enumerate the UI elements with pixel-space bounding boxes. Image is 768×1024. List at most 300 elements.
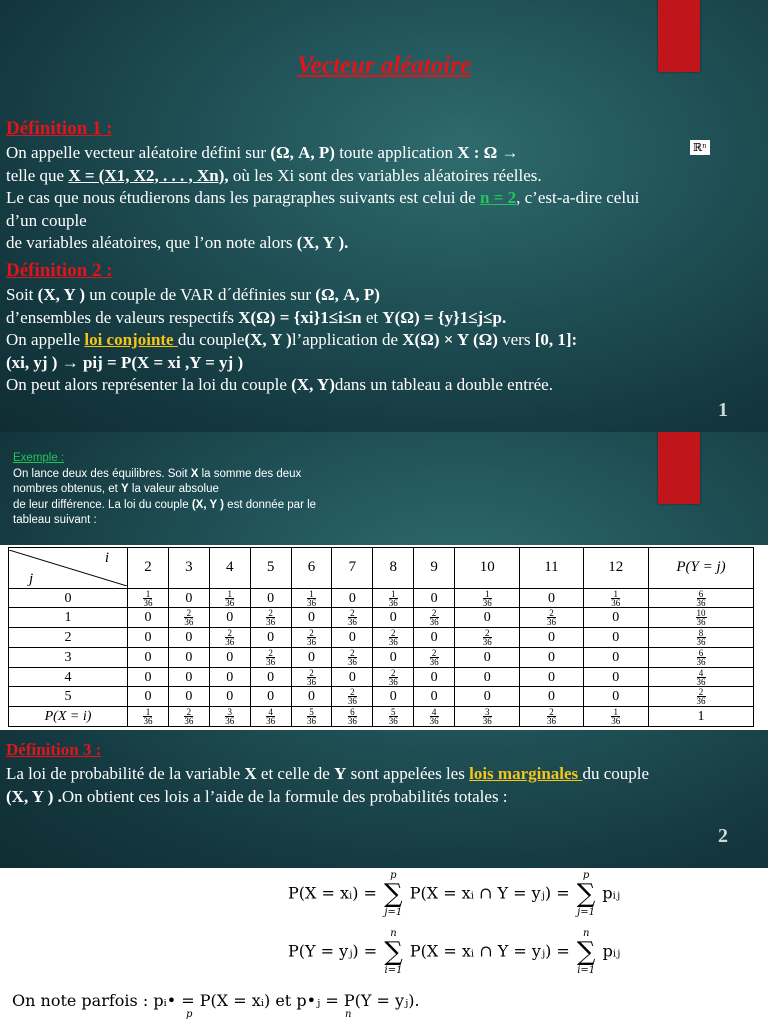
- fraction: [307, 708, 316, 725]
- table-corner-cell: [9, 548, 128, 589]
- row-total: [649, 687, 754, 707]
- table-row: [9, 647, 754, 667]
- table-cell: 0: [455, 667, 520, 687]
- formula-marginal-x: [288, 870, 620, 918]
- fraction: [697, 590, 706, 607]
- numerator: 1: [611, 590, 620, 599]
- table-cell: 0: [128, 647, 169, 667]
- notation-note: [12, 991, 420, 1010]
- text: X: [190, 467, 199, 480]
- def2-line-4: (xi, yj ) → pij = P(X = xi ,Y = yj ): [6, 352, 244, 372]
- table-cell: 0: [332, 628, 373, 648]
- footer-cell: [168, 707, 209, 727]
- fraction: [611, 708, 620, 725]
- fraction: [266, 649, 275, 666]
- denominator: 36: [143, 597, 153, 608]
- numerator: 2: [430, 609, 439, 618]
- fraction: [697, 669, 706, 686]
- def2-line-2: [6, 307, 756, 330]
- fraction: [348, 688, 357, 705]
- table-cell: 0: [520, 687, 583, 707]
- denominator: 36: [347, 716, 357, 727]
- denominator: 36: [266, 617, 276, 628]
- denominator: 36: [429, 716, 439, 727]
- table-cell: [291, 588, 332, 608]
- table-cell: 0: [373, 608, 414, 628]
- row-total: [649, 588, 754, 608]
- fraction: [547, 609, 556, 626]
- definition-3-body: [6, 763, 761, 808]
- row-header: 1: [9, 608, 128, 628]
- definition-1-heading: Définition 1 :: [6, 118, 113, 139]
- table-cell: 0: [520, 647, 583, 667]
- def1-line-4: d’un couple: [6, 210, 87, 230]
- numerator: 8: [697, 629, 706, 638]
- fraction: [611, 590, 620, 607]
- text: Y(Ω) = {y}1≤j≤p.: [382, 307, 507, 327]
- text: (X, Y ).: [296, 233, 349, 252]
- fraction: [389, 629, 398, 646]
- diagonal-line: [9, 550, 127, 586]
- text: pᵢⱼ: [602, 941, 621, 961]
- table-cell: 0: [128, 628, 169, 648]
- footer-label: P(X = i): [9, 707, 128, 727]
- numerator: 2: [547, 708, 556, 717]
- table-cell: 0: [455, 608, 520, 628]
- text: On appelle: [6, 330, 85, 349]
- text: sont appelées les: [346, 764, 470, 783]
- joint-distribution-table: [8, 547, 754, 727]
- rn-symbol-image: ℝⁿ: [690, 140, 710, 155]
- distribution-table-panel: [0, 545, 768, 730]
- denominator: 36: [266, 716, 276, 727]
- row-total: [649, 628, 754, 648]
- def2-line-5: [6, 374, 756, 397]
- text: pᵢⱼ: [602, 883, 621, 903]
- text: dans un tableau a double entrée.: [334, 375, 553, 394]
- lois-marginales: lois marginales: [469, 764, 583, 783]
- example-line-3: [13, 498, 373, 514]
- table-cell: [332, 647, 373, 667]
- text: X(Ω) × Y (Ω): [402, 330, 498, 349]
- text: d’ensembles de valeurs respectifs: [6, 307, 239, 327]
- text: On obtient ces lois a l’aide de la formule des probabilités totales :: [61, 786, 508, 806]
- def1-line-5: [6, 232, 726, 255]
- text: où les Xi sont des variables aléatoires réelles.: [228, 165, 542, 185]
- text: ∑: [384, 879, 403, 909]
- example-block: [13, 451, 373, 529]
- example-line-1: [13, 467, 373, 483]
- table-cell: [373, 667, 414, 687]
- footer-cell: [250, 707, 291, 727]
- text: toute application: [334, 143, 458, 162]
- text: i=1: [384, 965, 403, 976]
- denominator: 36: [611, 597, 621, 608]
- text: (Ω, A, P): [270, 143, 335, 162]
- numerator: 1: [307, 590, 316, 599]
- table-cell: [332, 687, 373, 707]
- table-cell: [373, 588, 414, 608]
- column-header: 8: [373, 548, 414, 589]
- table-cell: 0: [168, 687, 209, 707]
- text: et: [270, 991, 297, 1010]
- table-cell: 0: [209, 687, 250, 707]
- column-header-p-y: P(Y = j): [649, 548, 754, 589]
- denominator: 36: [143, 716, 153, 727]
- text: ∑: [384, 937, 403, 967]
- table-cell: [373, 628, 414, 648]
- numerator: 1: [143, 708, 152, 717]
- fraction: [184, 609, 193, 626]
- table-cell: 0: [520, 667, 583, 687]
- table-cell: 0: [373, 647, 414, 667]
- table-cell: 0: [332, 667, 373, 687]
- text: i=1: [577, 965, 596, 976]
- table-cell: 0: [250, 628, 291, 648]
- denominator: 36: [696, 656, 706, 667]
- numerator: 6: [697, 649, 706, 658]
- text: j=1: [577, 907, 595, 918]
- fraction: [225, 590, 234, 607]
- text: X(Ω) = {xi}1≤i≤n: [238, 307, 362, 327]
- text: [0, 1]:: [534, 330, 578, 349]
- footer-cell: [209, 707, 250, 727]
- row-header: 5: [9, 687, 128, 707]
- denominator: 36: [347, 696, 357, 707]
- fraction: [348, 708, 357, 725]
- table-cell: 0: [583, 687, 648, 707]
- table-row: [9, 667, 754, 687]
- fraction: [225, 629, 234, 646]
- row-header: 3: [9, 647, 128, 667]
- denominator: 36: [225, 716, 235, 727]
- denominator: 36: [696, 597, 706, 608]
- numerator: 2: [266, 649, 275, 658]
- table-cell: 0: [250, 667, 291, 687]
- row-header: 2: [9, 628, 128, 648]
- table-cell: [291, 667, 332, 687]
- numerator: 6: [697, 590, 706, 599]
- note-subscript-p: p: [186, 1009, 193, 1020]
- numerator: 2: [697, 688, 706, 697]
- table-cell: 0: [291, 687, 332, 707]
- denominator: 36: [696, 676, 706, 687]
- fraction: [348, 609, 357, 626]
- denominator: 36: [388, 637, 398, 648]
- footer-cell: [291, 707, 332, 727]
- table-cell: 0: [414, 687, 455, 707]
- text: la somme des deux: [198, 467, 302, 480]
- text: Soit: [6, 285, 38, 304]
- text: n: [582, 928, 590, 939]
- table-cell: 0: [128, 687, 169, 707]
- footer-cell: [583, 707, 648, 727]
- fraction: [430, 609, 439, 626]
- numerator: 2: [348, 688, 357, 697]
- numerator: 2: [184, 609, 193, 618]
- table-cell: 0: [373, 687, 414, 707]
- denominator: 36: [184, 716, 194, 727]
- text: , c’est-a-dire celui: [516, 188, 640, 207]
- text: de variables aléatoires, que l’on note alors: [6, 233, 297, 252]
- numerator: 2: [184, 708, 193, 717]
- text: X : Ω →: [457, 143, 519, 162]
- fraction: [184, 708, 193, 725]
- fraction: [307, 590, 316, 607]
- formula-marginal-y: [288, 928, 620, 976]
- definition-3-heading: Définition 3 :: [6, 740, 102, 759]
- decorative-red-bar: [658, 432, 700, 504]
- text: p•ⱼ = P(Y = yⱼ).: [296, 991, 420, 1010]
- numerator: 2: [225, 629, 234, 638]
- fraction: [389, 590, 398, 607]
- table-cell: 0: [455, 647, 520, 667]
- table-cell: 0: [332, 588, 373, 608]
- table-cell: 0: [520, 588, 583, 608]
- table-cell: [250, 647, 291, 667]
- fraction: [307, 669, 316, 686]
- row-header: 0: [9, 588, 128, 608]
- text: et celle de: [256, 764, 335, 783]
- numerator: 2: [389, 669, 398, 678]
- numerator: 2: [547, 609, 556, 618]
- def2-line-3: [6, 329, 756, 352]
- table-cell: 0: [583, 628, 648, 648]
- text: ∑: [576, 879, 596, 909]
- fraction: [266, 708, 275, 725]
- column-header: 7: [332, 548, 373, 589]
- denominator: 36: [388, 676, 398, 687]
- fraction: [225, 708, 234, 725]
- table-cell: 0: [583, 608, 648, 628]
- slide-title: Vecteur aléatoire: [296, 52, 472, 79]
- text: On appelle vecteur aléatoire défini sur: [6, 143, 271, 162]
- fraction: [697, 688, 706, 705]
- column-header: 5: [250, 548, 291, 589]
- sum-symbol: [384, 928, 403, 976]
- text: (X, Y ): [191, 498, 224, 511]
- table-cell: 0: [168, 647, 209, 667]
- text: P(X = xᵢ ∩ Y = yⱼ) =: [409, 941, 575, 961]
- denominator: 36: [347, 656, 357, 667]
- slide-1: [0, 0, 768, 432]
- numerator: 1: [611, 708, 620, 717]
- numerator: 1: [225, 590, 234, 599]
- fraction: [143, 708, 152, 725]
- numerator: 4: [697, 669, 706, 678]
- text: X: [244, 764, 257, 783]
- fraction: [697, 629, 706, 646]
- denominator: 36: [546, 716, 556, 727]
- table-footer-row: [9, 707, 754, 727]
- column-header: 9: [414, 548, 455, 589]
- text: P(X = xᵢ) =: [288, 883, 383, 903]
- table-cell: [414, 647, 455, 667]
- sum-symbol: [384, 870, 403, 918]
- fraction: [696, 609, 707, 626]
- numerator: 2: [483, 629, 492, 638]
- table-cell: [414, 608, 455, 628]
- numerator: 2: [307, 629, 316, 638]
- table-cell: [583, 588, 648, 608]
- fraction: [389, 669, 398, 686]
- denominator: 36: [347, 617, 357, 628]
- example-heading: Exemple :: [13, 452, 65, 464]
- text: (X, Y ): [244, 330, 292, 349]
- column-header: 12: [583, 548, 648, 589]
- example-line-2: [13, 482, 373, 498]
- fraction: [483, 629, 492, 646]
- footer-cell: [373, 707, 414, 727]
- row-total: [649, 647, 754, 667]
- fraction: [143, 590, 152, 607]
- footer-cell: [520, 707, 583, 727]
- loi-conjointe: loi conjointe: [84, 330, 178, 349]
- text: vers: [497, 330, 535, 349]
- table-row: [9, 687, 754, 707]
- column-header: 11: [520, 548, 583, 589]
- numerator: 2: [348, 649, 357, 658]
- column-header: 10: [455, 548, 520, 589]
- table-header-row: [9, 548, 754, 589]
- def3-line-2: [6, 786, 761, 809]
- table-cell: 0: [128, 667, 169, 687]
- denominator: 36: [482, 597, 492, 608]
- table-cell: 0: [209, 647, 250, 667]
- text: la valeur absolue: [128, 483, 219, 495]
- numerator: 4: [430, 708, 439, 717]
- text: du couple: [582, 764, 650, 783]
- corner-diagonal: [9, 550, 127, 586]
- denominator: 36: [388, 597, 398, 608]
- table-cell: 0: [168, 628, 209, 648]
- fraction: [483, 708, 492, 725]
- denominator: 36: [696, 696, 706, 707]
- footer-cell: [455, 707, 520, 727]
- table-cell: [291, 628, 332, 648]
- column-header: 4: [209, 548, 250, 589]
- table-cell: [168, 608, 209, 628]
- fraction: [430, 708, 439, 725]
- numerator: 2: [389, 629, 398, 638]
- sum-symbol: [577, 870, 596, 918]
- text: j=1: [384, 907, 403, 918]
- numerator: 5: [389, 708, 398, 717]
- footer-cell: [128, 707, 169, 727]
- text: (X, Y ) .: [6, 786, 62, 806]
- corner-j-label: j: [29, 570, 34, 587]
- text: p: [390, 870, 397, 881]
- text: nombres obtenus, et: [13, 483, 122, 495]
- text: n: [390, 928, 397, 939]
- fraction: [307, 629, 316, 646]
- text: telle que: [6, 165, 69, 185]
- table-cell: [128, 588, 169, 608]
- def1-line-3: [6, 187, 726, 210]
- row-total: [649, 608, 754, 628]
- text: de leur différence. La loi du couple: [13, 498, 192, 511]
- text: l’application de: [291, 330, 403, 349]
- table-cell: 0: [520, 628, 583, 648]
- table-cell: 0: [168, 588, 209, 608]
- table-row: [9, 628, 754, 648]
- denominator: 36: [696, 617, 706, 628]
- numerator: 2: [266, 609, 275, 618]
- text: La loi de probabilité de la variable: [6, 764, 245, 783]
- table-cell: 0: [583, 647, 648, 667]
- row-header: 4: [9, 667, 128, 687]
- table-cell: 0: [209, 667, 250, 687]
- n-equals-2: n = 2: [479, 188, 517, 207]
- table-cell: [250, 608, 291, 628]
- page-number-2: 2: [718, 825, 728, 847]
- table-cell: [455, 588, 520, 608]
- numerator: 1: [389, 590, 398, 599]
- table-cell: 0: [414, 588, 455, 608]
- denominator: 36: [482, 716, 492, 727]
- footer-cell: [414, 707, 455, 727]
- fraction: [348, 649, 357, 666]
- text: du couple: [177, 330, 245, 349]
- def2-line-1: [6, 284, 756, 307]
- slide-2: [0, 432, 768, 868]
- numerator: 3: [225, 708, 234, 717]
- fraction: [697, 649, 706, 666]
- definition-2-body: [6, 284, 756, 397]
- fraction: [266, 609, 275, 626]
- table-row: [9, 588, 754, 608]
- def1-line-2: [6, 165, 726, 188]
- numerator: 4: [266, 708, 275, 717]
- text: (X, Y ): [37, 285, 86, 304]
- numerator: 2: [348, 609, 357, 618]
- footer-total: 1: [649, 707, 754, 727]
- marginal-formulas: [0, 868, 768, 1024]
- example-line-4: tableau suivant :: [13, 514, 97, 526]
- table-cell: 0: [455, 687, 520, 707]
- footer-cell: [332, 707, 373, 727]
- denominator: 36: [611, 716, 621, 727]
- text: P(X = xᵢ ∩ Y = yⱼ) =: [409, 883, 575, 903]
- text: pᵢ• = P(X = xᵢ): [153, 991, 271, 1010]
- text: ∑: [576, 937, 596, 967]
- text: p: [582, 870, 590, 881]
- denominator: 36: [388, 716, 398, 727]
- table-cell: 0: [291, 608, 332, 628]
- fraction: [547, 708, 556, 725]
- page-number-1: 1: [718, 399, 728, 421]
- denominator: 36: [306, 676, 316, 687]
- denominator: 36: [482, 637, 492, 648]
- text: Le cas que nous étudierons dans les paragraphes suivants est celui de: [6, 188, 480, 207]
- table-cell: 0: [250, 588, 291, 608]
- text: (X, Y): [291, 375, 335, 394]
- column-header: 3: [168, 548, 209, 589]
- numerator: 2: [430, 649, 439, 658]
- table-cell: 0: [250, 687, 291, 707]
- table-cell: [332, 608, 373, 628]
- table-cell: 0: [291, 647, 332, 667]
- numerator: 2: [307, 669, 316, 678]
- vector-definition: X = (X1, X2, . . . , Xn),: [68, 165, 229, 185]
- text: Y: [121, 483, 129, 495]
- fraction: [430, 649, 439, 666]
- table-cell: [209, 628, 250, 648]
- text: On peut alors représenter la loi du couple: [6, 375, 292, 394]
- denominator: 36: [266, 656, 276, 667]
- note-subscript-n: n: [345, 1009, 352, 1020]
- table-cell: 0: [168, 667, 209, 687]
